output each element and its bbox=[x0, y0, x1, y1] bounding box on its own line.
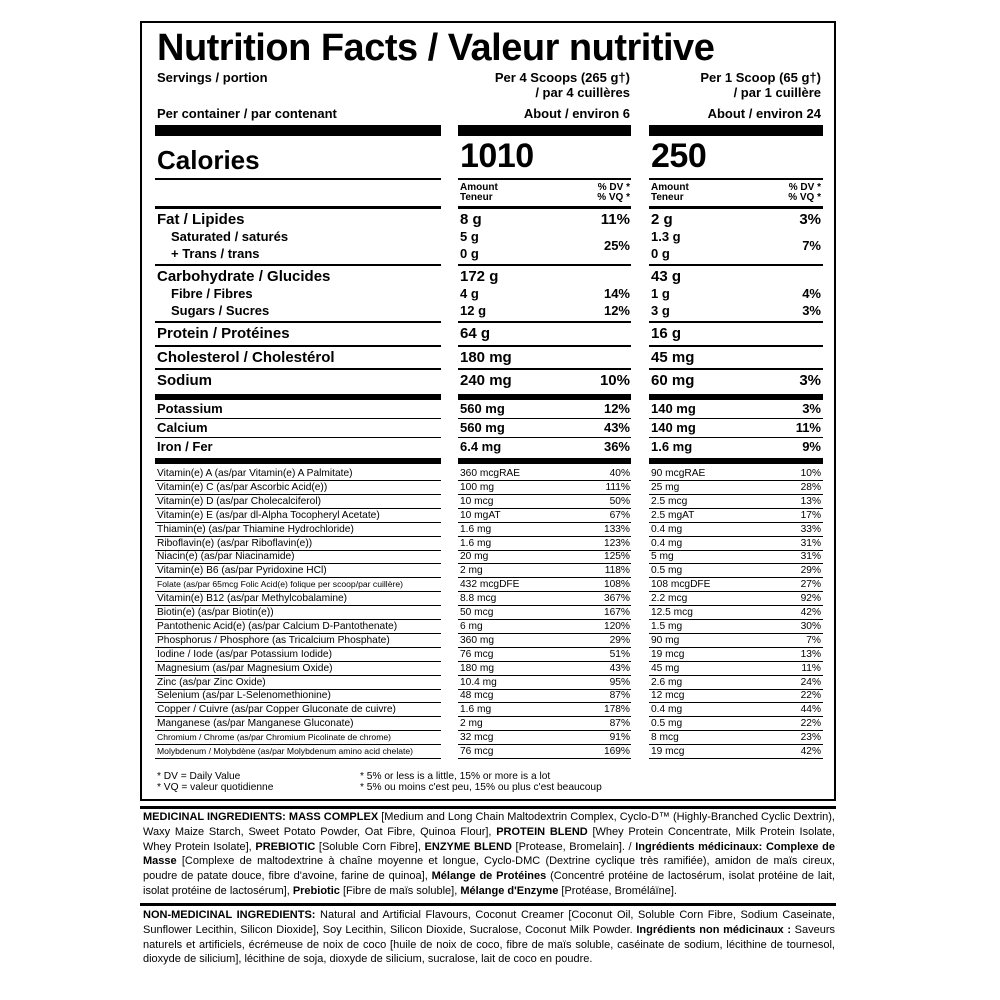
fr-masse-text: [Complexe de maltodextrine à chaîne moyenne et longue, Cyclo-DMC (Dextrine cyclique très ramifiée), amidon de maïs cireux, poudre de patate douce, fibre d'avoine, farine de quinoa], bbox=[143, 855, 835, 883]
col2-amount: 0.4 mg bbox=[651, 524, 683, 535]
col1-daily-value: 51% bbox=[609, 649, 630, 660]
col1-amount: 10 mcg bbox=[460, 496, 494, 507]
section-rule bbox=[155, 368, 441, 370]
col1-amount: 20 mg bbox=[460, 551, 489, 562]
col1-amount: 240 mg bbox=[460, 372, 512, 389]
protein-blend-text: [Whey Protein Concentrate, Milk Protein Isolate, Whey Protein Isolate], bbox=[143, 825, 835, 853]
col2-dv-header: % DV * % VQ * bbox=[788, 182, 821, 203]
col2-amount: 43 g bbox=[651, 268, 682, 285]
col2-amount: 19 mcg bbox=[651, 649, 685, 660]
ingredients-middle-rule bbox=[140, 903, 836, 906]
col2-amount: 2.2 mcg bbox=[651, 593, 688, 604]
col2-amount: 140 mg bbox=[651, 401, 696, 416]
protein-blend-label: PROTEIN BLEND bbox=[496, 825, 588, 838]
col1-daily-value: 120% bbox=[603, 621, 630, 632]
micronutrient-label: Manganese (as/par Manganese Gluconate) bbox=[157, 718, 354, 729]
col2-amount: 0 g bbox=[651, 246, 670, 261]
col2-amount: 16 g bbox=[651, 325, 682, 342]
col1-daily-value: 95% bbox=[609, 677, 630, 688]
mass-complex-text: [Medium and Long Chain Maltodextrin Complex, Cyclo-D™ (Highly-Branched Cyclic Dextrin), Waxy Maize Starch, Sweet Potato Powder, Oat Fibre, Quinoa Flour], bbox=[143, 811, 835, 838]
col2-amount: 2.5 mgAT bbox=[651, 510, 695, 521]
col1-amount: 180 mg bbox=[460, 663, 494, 674]
fr-proteines-text: (Concentré protéine de lactosérum, isolat protéine de lait, isolat protéine de lactosérum], bbox=[143, 870, 835, 897]
col1-daily-value: 123% bbox=[603, 538, 630, 549]
row-rule bbox=[155, 758, 441, 759]
amount-rule bbox=[155, 206, 441, 209]
micronutrient-label: Iodine / Iode (as/par Potassium Iodide) bbox=[157, 649, 332, 660]
col1-calories: 1010 bbox=[460, 137, 534, 175]
col2-amount: 12 mcg bbox=[651, 690, 685, 701]
col1-amount: 10 mgAT bbox=[460, 510, 501, 521]
micronutrient-label: Copper / Cuivre (as/par Copper Gluconate de cuivre) bbox=[157, 704, 396, 715]
col1-serving-line2: / par 4 cuillères bbox=[535, 85, 630, 100]
col2-daily-value: 10% bbox=[800, 468, 821, 479]
col2-amount: 60 mg bbox=[651, 372, 695, 389]
section-rule bbox=[458, 458, 631, 464]
micronutrient-label: Magnesium (as/par Magnesium Oxide) bbox=[157, 663, 333, 674]
col2-daily-value: 29% bbox=[800, 565, 821, 576]
col2-amount: 90 mcgRAE bbox=[651, 468, 706, 479]
section-rule bbox=[155, 264, 441, 266]
col1-amount: 6.4 mg bbox=[460, 439, 502, 454]
col2-amount: 1.6 mg bbox=[651, 439, 693, 454]
servings-label: Servings / portion bbox=[157, 70, 268, 85]
col1-daily-value: 87% bbox=[609, 690, 630, 701]
section-rule bbox=[649, 368, 823, 370]
row-rule bbox=[458, 437, 631, 438]
amount-rule bbox=[458, 206, 631, 209]
col2-daily-value: 3% bbox=[799, 372, 821, 389]
col1-daily-value: 43% bbox=[609, 663, 630, 674]
col2-amount: 2.5 mcg bbox=[651, 496, 688, 507]
col2-serving bbox=[651, 70, 821, 100]
section-rule bbox=[649, 264, 823, 266]
col2-amount: 1 g bbox=[651, 286, 670, 301]
micronutrient-label: Phosphorus / Phosphore (as Tricalcium Phosphate) bbox=[157, 635, 390, 646]
col1-amount: 5 g bbox=[460, 229, 479, 244]
micronutrient-label: Thiamin(e) (as/par Thiamine Hydrochloride) bbox=[157, 524, 354, 535]
nutrient-label: Protein / Protéines bbox=[157, 325, 290, 342]
col2-daily-value: 3% bbox=[799, 211, 821, 228]
percent-footnote bbox=[360, 771, 602, 793]
col2-daily-value: 11% bbox=[795, 420, 821, 435]
nutrient-label: Cholesterol / Cholestérol bbox=[157, 349, 335, 366]
row-rule bbox=[649, 758, 823, 759]
dv-footnote-fr: * VQ = valeur quotidienne bbox=[157, 782, 274, 793]
col1-amount: 1.6 mg bbox=[460, 704, 492, 715]
fr-prebiotic-text: [Fibre de maïs soluble], bbox=[339, 884, 461, 897]
row-rule bbox=[458, 418, 631, 419]
micronutrient-label: Biotin(e) (as/par Biotin(e)) bbox=[157, 607, 274, 618]
col2-daily-value: 22% bbox=[800, 690, 821, 701]
col1-amount: 32 mcg bbox=[460, 732, 494, 743]
col1-daily-value: 11% bbox=[600, 211, 630, 228]
col2-amount: 12.5 mcg bbox=[651, 607, 693, 618]
col1-amount: 180 mg bbox=[460, 349, 512, 366]
row-rule bbox=[155, 437, 441, 438]
col2-daily-value: 92% bbox=[800, 593, 821, 604]
col1-serving-line1: Per 4 Scoops (265 g†) bbox=[494, 70, 630, 85]
col2-daily-value: 42% bbox=[800, 607, 821, 618]
col1-amount: 1.6 mg bbox=[460, 524, 492, 535]
micronutrient-label: Vitamin(e) D (as/par Cholecalciferol) bbox=[157, 496, 321, 507]
col1-daily-value: 111% bbox=[605, 482, 630, 493]
col2-daily-value: 27% bbox=[800, 579, 821, 590]
col1-daily-value: 25% bbox=[603, 238, 630, 253]
col2-daily-value: 3% bbox=[802, 303, 821, 318]
micronutrient-label: Pantothenic Acid(e) (as/par Calcium D-Pantothenate) bbox=[157, 621, 398, 632]
col2-amount: 2.6 mg bbox=[651, 677, 683, 688]
col2-daily-value: 24% bbox=[800, 677, 821, 688]
col2-amount: 0.5 mg bbox=[651, 718, 683, 729]
micronutrient-label: Riboflavin(e) (as/par Riboflavin(e)) bbox=[157, 538, 313, 549]
col1-amount: 12 g bbox=[460, 303, 487, 318]
col2-amount: 0.4 mg bbox=[651, 538, 683, 549]
col2-amount: 108 mcgDFE bbox=[651, 579, 711, 590]
col1-serving bbox=[460, 70, 630, 100]
fr-medicinal-heading: Ingrédients médicinaux: Complexe de Masse bbox=[143, 840, 835, 868]
col1-amount: 76 mcg bbox=[460, 746, 494, 757]
nutrient-label: Saturated / saturés bbox=[171, 229, 289, 244]
nutrient-label: Fat / Lipides bbox=[157, 211, 245, 228]
nutrient-label: Sugars / Sucres bbox=[171, 303, 270, 318]
col2-daily-value: 44% bbox=[800, 704, 821, 715]
calories-rule bbox=[155, 178, 441, 180]
col1-amount: 560 mg bbox=[460, 420, 505, 435]
nutrient-label: Calcium bbox=[157, 420, 208, 435]
col1-amount: 2 mg bbox=[460, 718, 483, 729]
section-rule bbox=[649, 394, 823, 400]
col1-amount: 1.6 mg bbox=[460, 538, 492, 549]
col2-daily-value: 7% bbox=[802, 238, 821, 253]
col1-daily-value: 14% bbox=[603, 286, 630, 301]
section-rule bbox=[649, 458, 823, 464]
calories-rule bbox=[649, 178, 823, 180]
col1-daily-value: 43% bbox=[603, 420, 630, 435]
col1-daily-value: 40% bbox=[609, 468, 630, 479]
micronutrient-label: Chromium / Chrome (as/par Chromium Picolinate de chrome) bbox=[157, 732, 392, 742]
col1-amount: 64 g bbox=[460, 325, 491, 342]
micronutrient-label: Vitamin(e) A (as/par Vitamin(e) A Palmitate) bbox=[157, 468, 353, 479]
col2-amount: 8 mcg bbox=[651, 732, 679, 743]
nutrient-label: Sodium bbox=[157, 372, 212, 389]
col1-daily-value: 29% bbox=[609, 635, 630, 646]
col1-daily-value: 50% bbox=[609, 496, 630, 507]
calories-rule bbox=[458, 178, 631, 180]
percent-footnote-en: * 5% or less is a little, 15% or more is a lot bbox=[360, 771, 551, 782]
col2-amount: 1.3 g bbox=[651, 229, 681, 244]
col2-amount: 140 mg bbox=[651, 420, 696, 435]
fr-enzyme-label: Mélange d'Enzyme bbox=[460, 884, 559, 897]
enzyme-blend-text: [Protease, Bromelain]. / bbox=[511, 840, 636, 853]
col2-amount-header: Amount Teneur bbox=[651, 182, 689, 203]
col1-amount: 76 mcg bbox=[460, 649, 494, 660]
nutrient-label: Carbohydrate / Glucides bbox=[157, 268, 331, 285]
col2-amount: 1.5 mg bbox=[651, 621, 683, 632]
col1-amount: 50 mcg bbox=[460, 607, 494, 618]
panel-title: Nutrition Facts / Valeur nutritive bbox=[157, 27, 715, 69]
col2-daily-value: 31% bbox=[800, 538, 821, 549]
col1-amount: 8 g bbox=[460, 211, 482, 228]
col1-amount-header: Amount Teneur bbox=[460, 182, 498, 203]
micronutrient-label: Vitamin(e) C (as/par Ascorbic Acid(e)) bbox=[157, 482, 328, 493]
col1-daily-value: 118% bbox=[604, 565, 630, 576]
col1-daily-value: 36% bbox=[603, 439, 630, 454]
col2-amount: 19 mcg bbox=[651, 746, 685, 757]
amount-rule bbox=[649, 206, 823, 209]
fr-enzyme-text: [Protéase, Broméláïne]. bbox=[558, 884, 677, 897]
col1-daily-value: 367% bbox=[603, 593, 630, 604]
col2-daily-value: 23% bbox=[800, 732, 821, 743]
col1-amount: 2 mg bbox=[460, 565, 483, 576]
col2-amount: 3 g bbox=[651, 303, 670, 318]
col2-daily-value: 13% bbox=[800, 649, 821, 660]
col1-daily-value: 87% bbox=[609, 718, 630, 729]
col1-amount: 0 g bbox=[460, 246, 479, 261]
col2-calories: 250 bbox=[651, 137, 707, 175]
section-rule bbox=[649, 321, 823, 323]
mass-complex-label: MASS COMPLEX bbox=[288, 811, 379, 823]
col2-amount: 0.4 mg bbox=[651, 704, 683, 715]
fr-non-medicinal-text: Saveurs naturels et artificiels, écrémeuse de noix de coco [huile de noix de coco, fibre de maïs soluble, caséinate de sodium, lécithine de tournesol, dioxyde de silicium], lécithine de soja, dioxyde de silicium, sucralose, lait de coco en poudre. bbox=[143, 923, 835, 966]
nutrient-label: Iron / Fer bbox=[157, 439, 213, 454]
col2-amount: 45 mg bbox=[651, 349, 695, 366]
nutrient-label: Potassium bbox=[157, 401, 223, 416]
micronutrient-label: Vitamin(e) B6 (as/par Pyridoxine HCl) bbox=[157, 565, 327, 576]
percent-footnote-fr: * 5% ou moins c'est peu, 15% ou plus c'est beaucoup bbox=[360, 782, 602, 793]
micronutrient-label: Molybdenum / Molybdène (as/par Molybdenum amino acid chelate) bbox=[157, 746, 414, 756]
nutrition-facts-panel bbox=[140, 21, 836, 801]
fr-proteines-label: Mélange de Protéines bbox=[431, 870, 547, 883]
dv-footnote-en: * DV = Daily Value bbox=[157, 771, 241, 782]
col1-amount: 432 mcgDFE bbox=[460, 579, 520, 590]
col1-daily-value: 12% bbox=[603, 303, 630, 318]
col1-amount: 360 mg bbox=[460, 635, 494, 646]
col1-dv-header: % DV * % VQ * bbox=[597, 182, 630, 203]
col2-daily-value: 4% bbox=[802, 286, 821, 301]
col1-daily-value: 133% bbox=[603, 524, 630, 535]
col2-amount: 2 g bbox=[651, 211, 673, 228]
prebiotic-label: PREBIOTIC bbox=[255, 840, 316, 853]
col1-amount: 100 mg bbox=[460, 482, 494, 493]
row-rule bbox=[458, 758, 631, 759]
header-thick-rule bbox=[649, 125, 823, 136]
header-thick-rule bbox=[458, 125, 631, 136]
col2-amount: 45 mg bbox=[651, 663, 680, 674]
row-rule bbox=[649, 418, 823, 419]
section-rule bbox=[458, 368, 631, 370]
medicinal-heading: MEDICINAL INGREDIENTS: bbox=[143, 811, 286, 823]
col1-amount: 560 mg bbox=[460, 401, 505, 416]
non-medicinal-text: Natural and Artificial Flavours, Coconut Creamer [Coconut Oil, Soluble Corn Fibre, Sodium Caseinate, Sunflower Lecithin, Silicon Dioxide], Soy Lecithin, Silicon Dioxide, Sucralose, Coconut Milk Powder. bbox=[143, 909, 835, 936]
section-rule bbox=[458, 264, 631, 266]
col2-daily-value: 31% bbox=[800, 551, 821, 562]
col2-amount: 5 mg bbox=[651, 551, 674, 562]
enzyme-blend-label: ENZYME BLEND bbox=[424, 840, 512, 853]
section-rule bbox=[458, 321, 631, 323]
section-rule bbox=[155, 345, 441, 347]
section-rule bbox=[155, 458, 441, 464]
section-rule bbox=[155, 394, 441, 400]
col1-daily-value: 67% bbox=[609, 510, 630, 521]
non-medicinal-ingredients bbox=[143, 908, 835, 967]
col1-container: About / environ 6 bbox=[523, 106, 630, 121]
col2-daily-value: 17% bbox=[800, 510, 821, 521]
micronutrient-label: Folate (as/par 65mcg Folic Acid(e) folique per scoop/par cuillère) bbox=[157, 579, 403, 589]
ingredients-top-rule bbox=[140, 806, 836, 809]
micronutrient-label: Niacin(e) (as/par Niacinamide) bbox=[157, 551, 295, 562]
section-rule bbox=[458, 394, 631, 400]
col1-amount: 6 mg bbox=[460, 621, 483, 632]
col1-daily-value: 125% bbox=[603, 551, 630, 562]
micronutrient-label: Zinc (as/par Zinc Oxide) bbox=[157, 677, 266, 688]
per-container-label: Per container / par contenant bbox=[157, 106, 337, 121]
col2-daily-value: 7% bbox=[806, 635, 821, 646]
col2-daily-value: 30% bbox=[800, 621, 821, 632]
col1-amount: 4 g bbox=[460, 286, 479, 301]
col2-daily-value: 9% bbox=[802, 439, 821, 454]
nutrient-label: Fibre / Fibres bbox=[171, 286, 253, 301]
nutrient-label: + Trans / trans bbox=[171, 246, 260, 261]
medicinal-ingredients bbox=[143, 810, 835, 899]
col1-amount: 360 mcgRAE bbox=[460, 468, 521, 479]
col2-amount: 90 mg bbox=[651, 635, 680, 646]
col2-daily-value: 28% bbox=[800, 482, 821, 493]
dv-footnote bbox=[157, 771, 273, 793]
col1-daily-value: 10% bbox=[599, 372, 630, 389]
col1-daily-value: 167% bbox=[603, 607, 630, 618]
col2-daily-value: 22% bbox=[800, 718, 821, 729]
col1-daily-value: 169% bbox=[603, 746, 630, 757]
col2-amount: 0.5 mg bbox=[651, 565, 683, 576]
col1-amount: 10.4 mg bbox=[460, 677, 497, 688]
non-medicinal-heading: NON-MEDICINAL INGREDIENTS: bbox=[143, 909, 316, 921]
section-rule bbox=[458, 345, 631, 347]
micronutrient-label: Vitamin(e) E (as/par dl-Alpha Tocopheryl Acetate) bbox=[157, 510, 380, 521]
section-rule bbox=[649, 345, 823, 347]
col2-daily-value: 11% bbox=[801, 663, 821, 674]
micronutrient-label: Vitamin(e) B12 (as/par Methylcobalamine) bbox=[157, 593, 348, 604]
col2-daily-value: 42% bbox=[800, 746, 821, 757]
fr-non-medicinal-heading: Ingrédients non médicinaux : bbox=[636, 923, 791, 936]
micronutrient-label: Selenium (as/par L-Selenomethionine) bbox=[157, 690, 331, 701]
col1-daily-value: 12% bbox=[603, 401, 630, 416]
col1-amount: 48 mcg bbox=[460, 690, 494, 701]
header-thick-rule bbox=[155, 125, 441, 136]
row-rule bbox=[649, 437, 823, 438]
col2-daily-value: 33% bbox=[800, 524, 821, 535]
section-rule bbox=[155, 321, 441, 323]
col1-amount: 172 g bbox=[460, 268, 499, 285]
col2-container: About / environ 24 bbox=[707, 106, 821, 121]
col2-daily-value: 3% bbox=[802, 401, 821, 416]
col1-daily-value: 91% bbox=[609, 732, 630, 743]
col2-serving-line2: / par 1 cuillère bbox=[733, 85, 821, 100]
col2-serving-line1: Per 1 Scoop (65 g†) bbox=[700, 70, 821, 85]
col1-amount: 8.8 mcg bbox=[460, 593, 497, 604]
row-rule bbox=[155, 418, 441, 419]
col1-daily-value: 178% bbox=[603, 704, 630, 715]
fr-prebiotic-label: Prebiotic bbox=[292, 884, 340, 897]
prebiotic-text: [Soluble Corn Fibre], bbox=[315, 840, 425, 853]
col1-daily-value: 108% bbox=[603, 579, 630, 590]
col2-daily-value: 13% bbox=[800, 496, 821, 507]
calories-label: Calories bbox=[157, 145, 260, 175]
col2-amount: 25 mg bbox=[651, 482, 680, 493]
